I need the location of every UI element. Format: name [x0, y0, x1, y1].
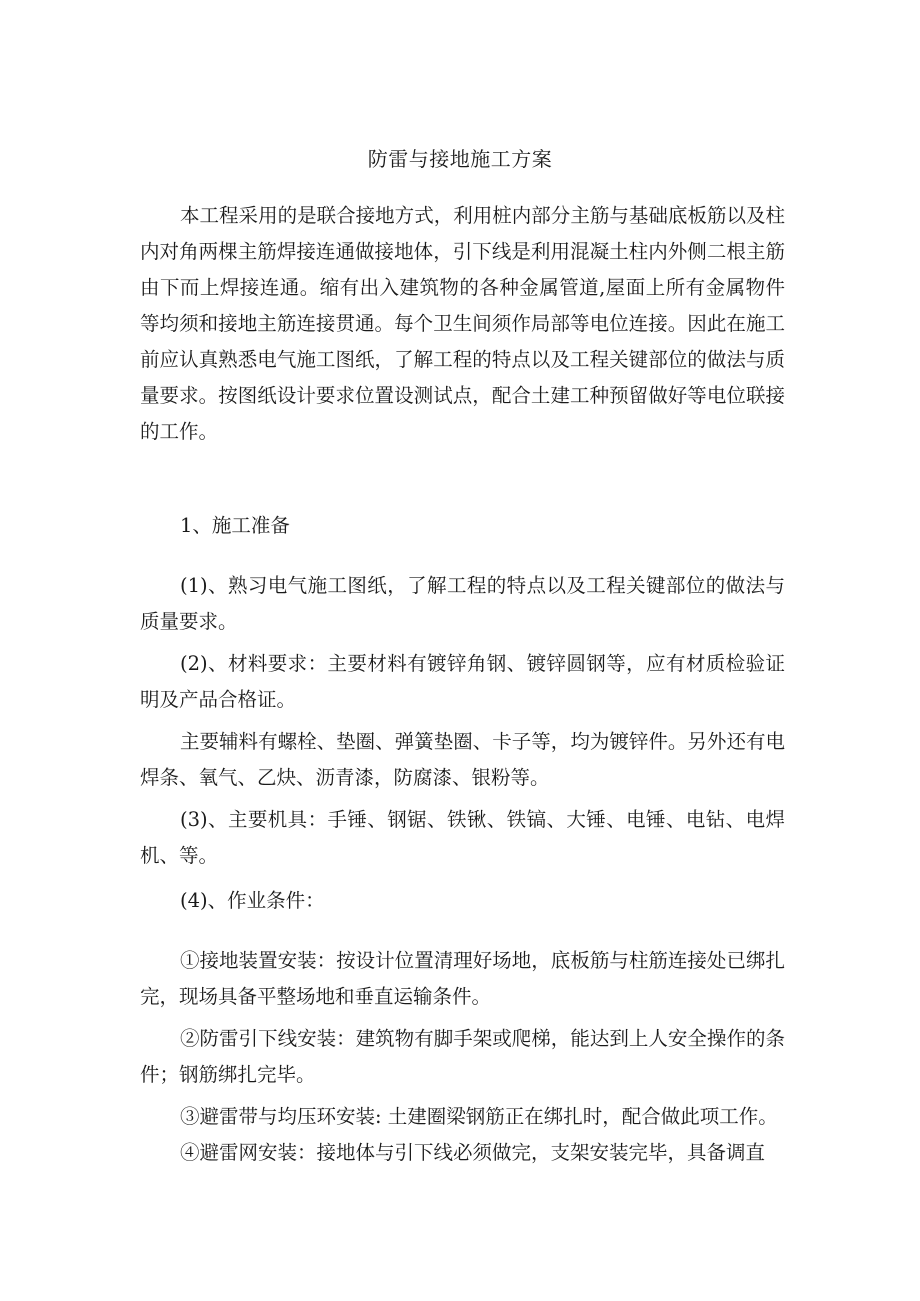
condition-downlead-install: ②防雷引下线安装：建筑物有脚手架或爬梯，能达到上人安全操作的条件；钢筋绑扎完毕。	[140, 1027, 785, 1086]
prep-item-auxiliary-materials: 主要辅料有螺栓、垫圈、弹簧垫圈、卡子等，均为镀锌件。另外还有电焊条、氧气、乙炔、沥青漆，防腐漆、银粉等。	[140, 730, 785, 789]
prep-item-drawings: (1)、熟习电气施工图纸，了解工程的特点以及工程关键部位的做法与质量要求。	[140, 574, 785, 633]
prep-item-materials: (2)、材料要求：主要材料有镀锌角钢、镀锌圆钢等，应有材质检验证明及产品合格证。	[140, 652, 785, 711]
condition-lightning-net-install: ④避雷网安装：接地体与引下线必须做完，支架安装完毕，具备调直	[180, 1141, 766, 1164]
condition-lightning-strip-install: ③避雷带与均压环安装: 土建圈梁钢筋正在绑扎时，配合做此项工作。	[180, 1105, 778, 1128]
condition-grounding-install: ①接地装置安装：按设计位置清理好场地，底板筋与柱筋连接处已绑扎完，现场具备平整场地和垂直运输条件。	[140, 949, 785, 1008]
section-heading-preparation: 1、施工准备	[180, 514, 290, 537]
intro-paragraph: 本工程采用的是联合接地方式，利用桩内部分主筋与基础底板筋以及柱内对角两棵主筋焊接连通做接地体，引下线是利用混凝土柱内外侧二根主筋由下而上焊接连通。缩有出入建筑物的各种金属管道,屋面上所有金属物件等均须和接地主筋连接贯通。每个卫生间须作局部等电位连接。因此在施工前应认真熟悉电气施工图纸，了解工程的特点以及工程关键部位的做法与质量要求。按图纸设计要求位置设测试点，配合土建工种预留做好等电位联接的工作。	[140, 204, 785, 443]
prep-item-tools: (3)、主要机具：手锤、钢锯、铁锹、铁镐、大锤、电锤、电钻、电焊机、等。	[140, 808, 785, 867]
prep-item-work-conditions: (4)、作业条件：	[180, 889, 325, 912]
document-title: 防雷与接地施工方案	[367, 147, 553, 171]
